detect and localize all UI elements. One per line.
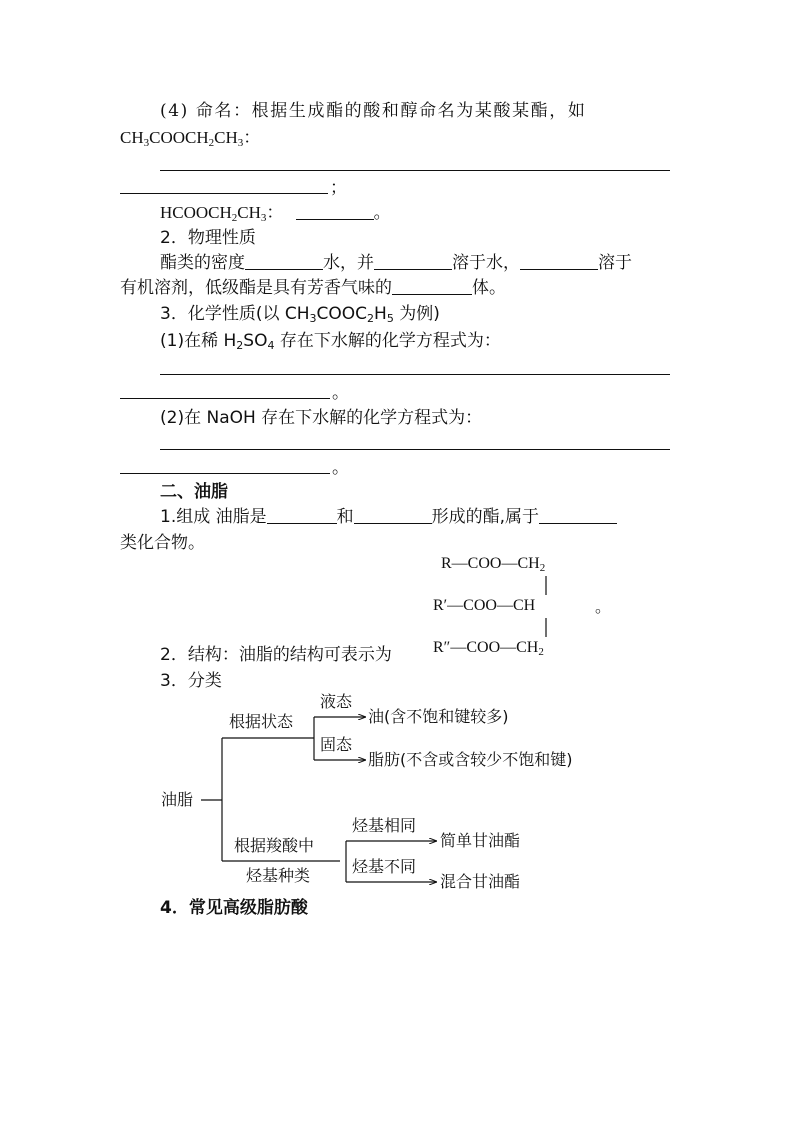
text: 酯类的密度	[160, 253, 245, 273]
text: SO	[243, 331, 268, 351]
tree-root	[161, 790, 193, 810]
tree-oil	[368, 707, 509, 727]
formula-part: R—COO—CH	[441, 555, 540, 572]
tree-by-acid-2	[246, 866, 310, 886]
text: 混合甘油酯	[440, 872, 521, 891]
formula-subscript: 2	[208, 137, 215, 149]
colon: ：	[266, 203, 284, 222]
formula-subscript: 3	[260, 212, 267, 224]
formula-part: HCOOCH	[160, 203, 232, 222]
tree-fat	[368, 750, 573, 770]
tree-simple	[440, 831, 520, 851]
tree-mixed	[440, 872, 520, 892]
formula-subscript: 2	[231, 212, 238, 224]
formula-part: CH	[120, 128, 144, 147]
text: 烃基不同	[352, 857, 417, 876]
formula-subscript: 3	[309, 312, 317, 325]
text: 脂肪(不含或含较少不饱和键)	[368, 750, 573, 769]
formula-part: R″—COO—CH	[433, 639, 539, 656]
text: 水，并	[323, 253, 374, 273]
text: 根据羧酸中	[234, 836, 315, 855]
text: 油(含不饱和键较多)	[368, 707, 509, 726]
tree-by-acid-1	[234, 836, 314, 856]
text: H	[374, 304, 387, 324]
tree-solid	[320, 735, 352, 755]
formula-part: CH	[237, 203, 261, 222]
text: 根据状态	[229, 712, 294, 731]
text: 简单甘油酯	[440, 831, 521, 850]
formula-subscript: 4	[267, 339, 275, 352]
period-text: 。	[595, 599, 612, 616]
text: 有机溶剂，低级酯是具有芳香气味的	[120, 278, 392, 298]
text: (1)在稀 H	[160, 331, 237, 351]
tree-diff	[352, 857, 416, 877]
formula-subscript: 2	[539, 562, 546, 574]
period-text: 。	[332, 458, 349, 478]
text: 类化合物。	[120, 533, 205, 553]
section-heading: 4．常见高级脂肪酸	[160, 898, 308, 918]
colon: ：	[243, 128, 261, 147]
formula-subscript: 3	[143, 137, 150, 149]
formula-subscript: 3	[237, 137, 244, 149]
formula-subscript: 2	[367, 312, 375, 325]
text: 溶于水，	[452, 253, 520, 273]
semicolon-text: ；	[330, 178, 347, 198]
text: COOC	[316, 304, 368, 324]
text: 溶于	[598, 253, 632, 273]
text: 和	[336, 507, 354, 527]
formula-part: COOCH	[149, 128, 209, 147]
text: (2)在 NaOH 存在下水解的化学方程式为：	[160, 408, 483, 428]
formula-subscript: 5	[386, 312, 394, 325]
text: 烃基种类	[246, 866, 311, 885]
section-heading: 2．物理性质	[160, 228, 256, 248]
naming-intro-text: (4) 命名：根据生成酯的酸和醇命名为某酸某酯，如	[160, 101, 587, 121]
text: 为例)	[393, 304, 440, 324]
formula-subscript: 2	[236, 339, 244, 352]
formula-part: R′—COO—CH	[433, 597, 536, 614]
formula-subscript: 2	[538, 646, 544, 658]
tree-liquid	[320, 692, 352, 712]
acids-heading	[160, 897, 308, 919]
text: 固态	[320, 735, 353, 754]
period: 。	[373, 203, 391, 222]
text: 油脂	[161, 790, 194, 809]
text: 2．结构：油脂的结构可表示为	[160, 645, 392, 665]
section-heading: 二、油脂	[160, 482, 228, 502]
text: 液态	[320, 692, 353, 711]
text: 形成的酯,属于	[431, 507, 540, 527]
text: 1.组成 油脂是	[160, 507, 267, 527]
text: 3．化学性质(以 CH	[160, 304, 310, 324]
tree-same	[352, 816, 416, 836]
formula-part: CH	[214, 128, 238, 147]
text: 烃基相同	[352, 816, 417, 835]
text: 体。	[472, 278, 506, 298]
text: 存在下水解的化学方程式为：	[274, 331, 501, 351]
tree-by-state	[229, 712, 293, 732]
section-heading: 3．分类	[160, 671, 222, 691]
period-text: 。	[332, 383, 349, 403]
